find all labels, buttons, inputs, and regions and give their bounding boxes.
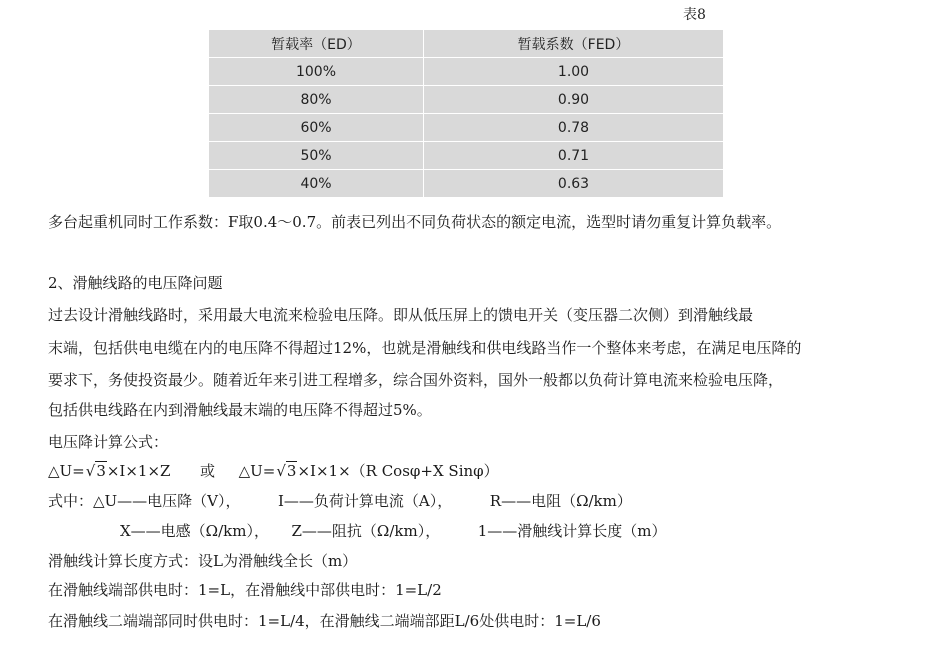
multi-crane-coefficient-paragraph: 多台起重机同时工作系数：F取0.4～0.7。前表已列出不同负荷状态的额定电流，选型时请勿重复计算负载率。 <box>48 213 782 231</box>
length-method-title: 滑触线计算长度方式：设L为滑触线全长（m） <box>48 552 358 570</box>
table-cell-fed: 0.63 <box>557 175 590 192</box>
formula-definitions-line-1: 式中：△U——电压降（V）， I——负荷计算电流（A）， R——电阻（Ω/km） <box>48 492 632 510</box>
length-method-line-2: 在滑触线二端端部同时供电时：1=L/4，在滑触线二端端部距L/6处供电时：1=L/6 <box>48 612 601 630</box>
table-row <box>209 142 723 170</box>
table-cell-ed: 40% <box>209 170 424 198</box>
formula-prefix-1: △U= <box>48 462 85 480</box>
table-row <box>209 114 723 142</box>
table-cell-ed: 60% <box>209 114 424 142</box>
formula-connector: 或 <box>200 462 216 480</box>
sqrt-3-icon <box>275 461 297 481</box>
sqrt-symbol: √ <box>85 462 96 480</box>
sqrt-arg: 3 <box>286 462 297 480</box>
formula-definitions-line-2: X——电感（Ω/km）， Z——阻抗（Ω/km）， 1——滑触线计算长度（m） <box>120 522 667 540</box>
table-header-fed: 暂载系数（FED） <box>424 30 724 58</box>
table-cell-fed: 0.71 <box>424 142 724 170</box>
table-cell-ed: 50% <box>209 142 424 170</box>
section-heading: 2、滑触线路的电压降问题 <box>48 274 223 292</box>
formula-suffix-2: ×I×1×（R Cosφ+X Sinφ） <box>297 462 499 480</box>
table-row <box>209 170 723 198</box>
formula-title: 电压降计算公式： <box>48 433 169 451</box>
table-header-ed: 暂载率（ED） <box>209 30 424 58</box>
voltage-drop-formula <box>48 461 499 481</box>
sqrt-3-icon <box>85 461 107 481</box>
table-row <box>209 58 723 86</box>
paragraph-line: 末端，包括供电电缆在内的电压降不得超过12%，也就是滑触线和供电线路当作一个整体来考虑，在满足电压降的 <box>48 339 802 357</box>
paragraph-line: 过去设计滑触线路时，采用最大电流来检验电压降。即从低压屏上的馈电开关（变压器二次侧）到滑触线最 <box>48 306 754 324</box>
table-caption: 表8 <box>683 7 706 23</box>
sqrt-arg: 3 <box>96 462 106 480</box>
paragraph-line: 要求下，务使投资最少。随着近年来引进工程增多，综合国外资料，国外一般都以负荷计算电流来检验电压降， <box>48 371 784 389</box>
duty-factor-table <box>209 30 723 197</box>
table-cell-ed: 100% <box>209 58 424 86</box>
table-row <box>209 86 723 114</box>
formula-suffix-1: ×I×1×Z <box>106 462 171 480</box>
table-cell-fed: 0.90 <box>424 86 724 114</box>
table-cell-ed: 80% <box>209 86 424 114</box>
length-method-line-1: 在滑触线端部供电时：1=L，在滑触线中部供电时：1=L/2 <box>48 581 442 599</box>
table-cell-fed: 1.00 <box>424 58 724 86</box>
table-header-row <box>209 30 723 58</box>
sqrt-symbol: √ <box>276 462 286 480</box>
paragraph-line: 包括供电线路在内到滑触线最末端的电压降不得超过5%。 <box>48 401 432 419</box>
table-cell-fed: 0.78 <box>424 114 724 142</box>
formula-prefix-2: △U= <box>238 462 276 480</box>
